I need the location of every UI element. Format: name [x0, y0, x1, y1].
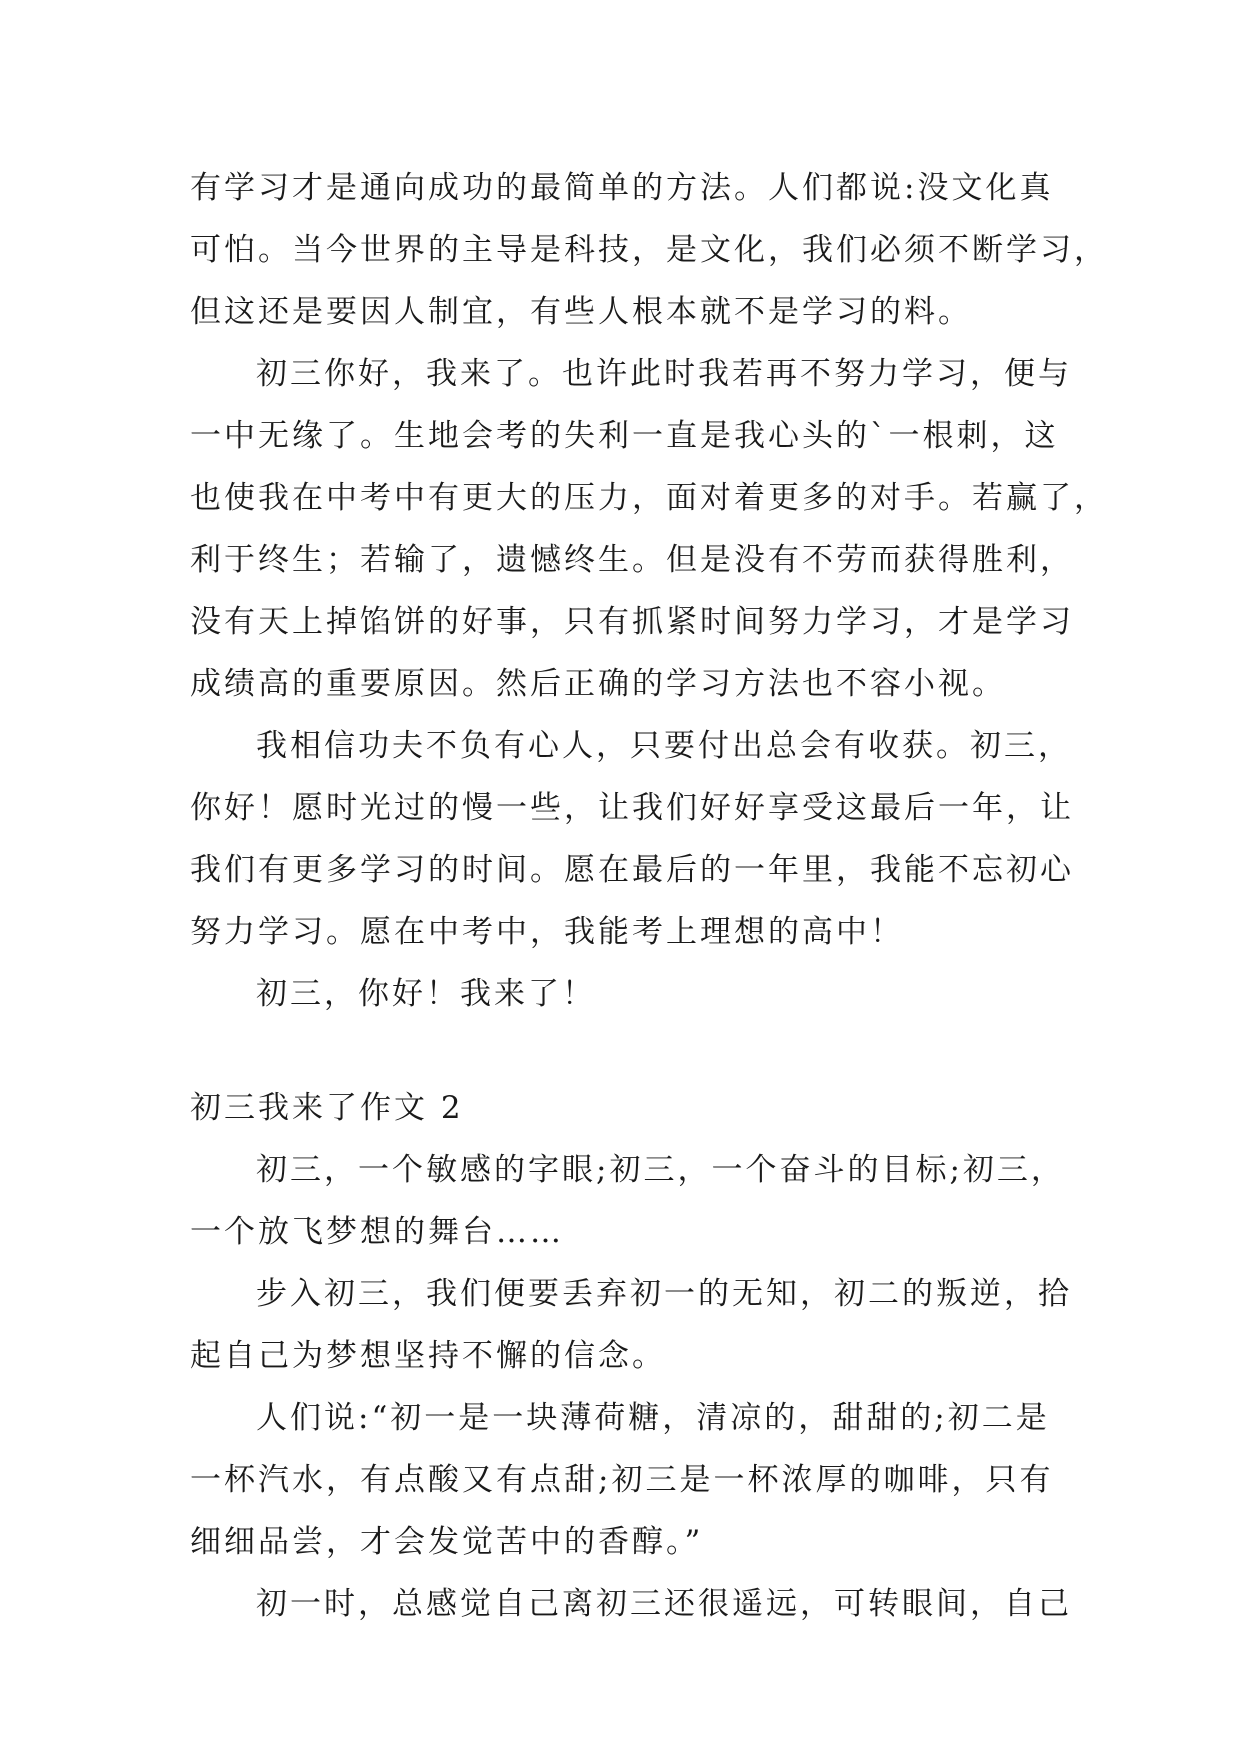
- paragraph: [190, 343, 1108, 715]
- text-line: 但这还是要因人制宜，有些人根本就不是学习的料。: [190, 294, 972, 330]
- text-line: 一杯汽水，有点酸又有点甜;初三是一杯浓厚的咖啡，只有: [190, 1462, 1054, 1498]
- text-line: 初三你好，我来了。也许此时我若再不努力学习，便与: [256, 356, 1072, 392]
- section-heading: 初三我来了作文 2: [190, 1090, 464, 1126]
- text-line: 我们有更多学习的时间。愿在最后的一年里，我能不忘初心: [190, 852, 1074, 888]
- paragraph: [190, 963, 1060, 1025]
- text-line: 利于终生；若输了，遗憾终生。但是没有不劳而获得胜利，: [190, 542, 1074, 578]
- text-line: 人们说:“初一是一块薄荷糖，清凉的，甜甜的;初二是: [256, 1400, 1050, 1436]
- text-line: 可怕。当今世界的主导是科技，是文化，我们必须不断学习，: [190, 232, 1108, 268]
- text-line: 初三，你好！我来了！: [256, 976, 596, 1012]
- text-line: 成绩高的重要原因。然后正确的学习方法也不容小视。: [190, 666, 1006, 702]
- paragraph: [190, 1263, 1072, 1387]
- text-line: 起自己为梦想坚持不懈的信念。: [190, 1338, 666, 1374]
- document-body: [190, 157, 1108, 1635]
- text-line: 一个放飞梦想的舞台……: [190, 1214, 564, 1250]
- text-line: 细细品尝，才会发觉苦中的香醇。”: [190, 1524, 704, 1560]
- text-line: 初三，一个敏感的字眼;初三，一个奋斗的目标;初三，: [256, 1152, 1065, 1188]
- paragraph: [190, 157, 1108, 343]
- text-line: 没有天上掉馅饼的好事，只有抓紧时间努力学习，才是学习: [190, 604, 1074, 640]
- text-line: 努力学习。愿在中考中，我能考上理想的高中！: [190, 914, 904, 950]
- text-line: 步入初三，我们便要丢弃初一的无知，初二的叛逆，拾: [256, 1276, 1072, 1312]
- text-line: 我相信功夫不负有心人，只要付出总会有收获。初三，: [256, 728, 1072, 764]
- text-line: 一中无缘了。生地会考的失利一直是我心头的`一根刺，这: [190, 418, 1059, 454]
- section-gap: [190, 1025, 1060, 1077]
- paragraph: [190, 1573, 1072, 1635]
- text-line: 你好！愿时光过的慢一些，让我们好好享受这最后一年，让: [190, 790, 1074, 826]
- paragraph: [190, 1387, 1060, 1573]
- text-line: 有学习才是通向成功的最简单的方法。人们都说:没文化真: [190, 170, 1054, 206]
- text-line: 初一时，总感觉自己离初三还很遥远，可转眼间，自己: [256, 1586, 1072, 1622]
- paragraph: [190, 715, 1074, 963]
- text-line: 也使我在中考中有更大的压力，面对着更多的对手。若赢了，: [190, 480, 1108, 516]
- paragraph: [190, 1139, 1065, 1263]
